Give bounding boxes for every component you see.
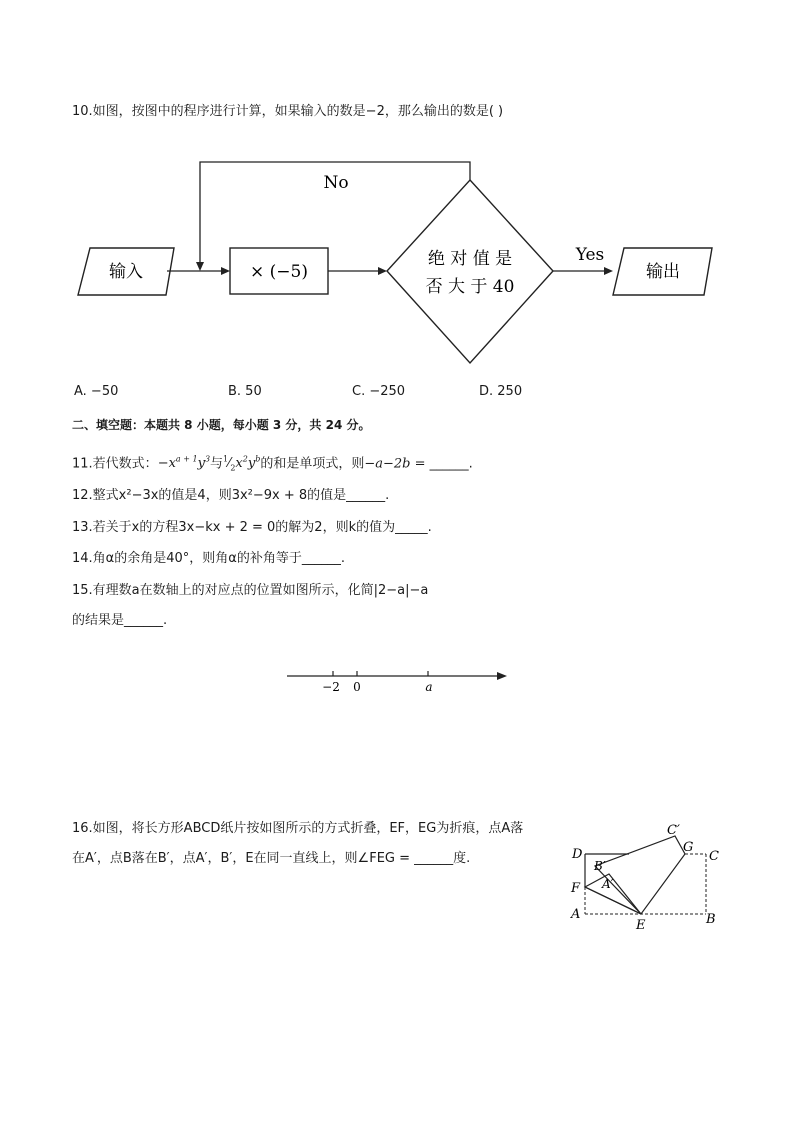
q10-stem: 10.如图，按图中的程序进行计算，如果输入的数是−2，那么输出的数是( )	[72, 104, 504, 119]
tick-0: 0	[353, 680, 361, 694]
q16-line2: 在A′，点B落在B′，点A′，B′，E在同一直线上，则∠FEG = ______度.	[72, 851, 471, 866]
q14: 14.角α的余角是40°，则角α的补角等于______.	[72, 551, 345, 566]
label-c: C	[709, 849, 719, 864]
q12: 12.整式x²−3x的值是4，则3x²−9x + 8的值是______.	[72, 488, 390, 503]
tick-neg2: −2	[322, 680, 340, 694]
q15-line1: 15.有理数a在数轴上的对应点的位置如图所示，化简|2−a|−a	[72, 583, 429, 598]
condition-diamond	[387, 180, 553, 363]
q13: 13.若关于x的方程3x−kx + 2 = 0的解为2，则k的值为_____.	[72, 520, 432, 535]
label-f: F	[571, 881, 581, 896]
q10-flowchart	[70, 160, 720, 370]
q10-option-a: A. −50	[74, 384, 119, 399]
label-e: E	[636, 918, 646, 933]
condition-line1: 绝 对 值 是	[427, 249, 513, 269]
label-b: B	[706, 912, 716, 927]
input-label: 输入	[109, 262, 143, 282]
q15-number-line	[282, 665, 514, 695]
label-c-prime: C′	[667, 823, 680, 838]
q10-option-d: D. 250	[479, 384, 523, 399]
label-a-prime: A′	[602, 877, 614, 891]
label-b-prime: B′	[594, 859, 606, 873]
no-label: No	[323, 173, 349, 193]
tick-a: a	[425, 680, 433, 694]
section-2-heading: 二、填空题：本题共 8 小题，每小题 3 分，共 24 分。	[72, 418, 371, 432]
label-g: G	[683, 840, 694, 855]
label-d: D	[572, 847, 583, 862]
q15-line2: 的结果是______.	[72, 613, 168, 628]
multiply-label: × (−5)	[250, 262, 308, 282]
condition-line2: 否 大 于 40	[425, 277, 515, 297]
q11: 11.若代数式：$-x^{a + 1}y^3$与$^1⁄_2x^2y^b$的和是单项式，则−a−2b = ______.	[72, 455, 473, 473]
q10-option-c: C. −250	[352, 384, 406, 399]
q10-option-b: B. 50	[228, 384, 262, 399]
q16-line1: 16.如图，将长方形ABCD纸片按如图所示的方式折叠，EF，EG为折痕，点A落	[72, 821, 524, 836]
q16-fold-figure	[565, 820, 730, 940]
yes-label: Yes	[575, 245, 605, 265]
output-label: 输出	[646, 262, 680, 282]
label-a: A	[571, 907, 581, 922]
